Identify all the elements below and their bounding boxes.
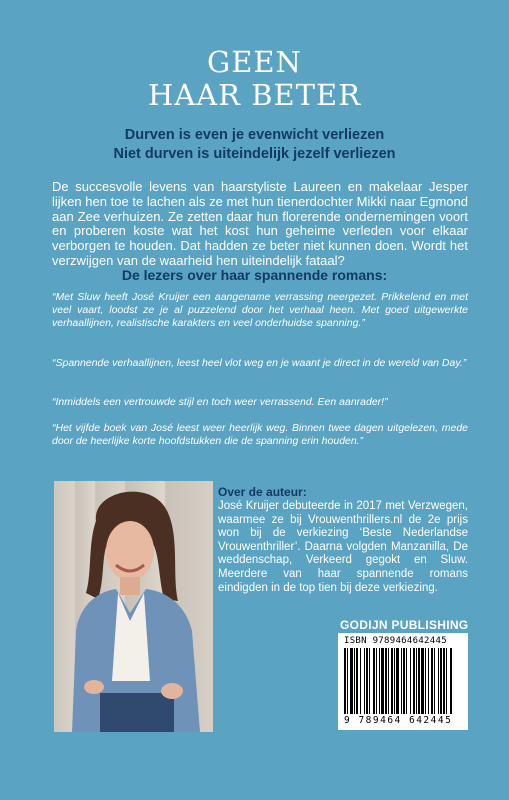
- review-quote: “Het vijfde boek van José leest weer heerlijk weg. Binnen twee dagen uitgelezen, mede door de heerlijke korte hoofdstukken die de spanning erin houden.”: [52, 422, 468, 447]
- review-quote: “Spannende verhaallijnen, leest heel vlot weg en je waant je direct in de wereld van Day.”: [52, 357, 467, 369]
- author-heading: Over de auteur:: [218, 485, 307, 499]
- reviews-heading: De lezers over haar spannende romans:: [121, 267, 388, 283]
- synopsis-text: De succesvolle levens van haarstyliste Laureen en makelaar Jesper lijken hen toe te lachen als ze met hun tienerdochter Mikki naar Egmond aan Zee verhuizen. Ze zetten daar hun florerende ondernemingen voort en proberen koste wat het kost hun geheime verleden voor elkaar verborgen te houden. Dat hadden ze beter niet kunnen doen. Wordt het verzwijgen van de waarheid hen uiteindelijk fataal?: [52, 179, 468, 268]
- isbn-barcode: [338, 633, 468, 730]
- barcode-bars: [344, 648, 462, 716]
- author-portrait-illustration: [54, 481, 213, 732]
- author-photo: [54, 481, 213, 732]
- isbn-digits: 9 789464 642445: [344, 715, 453, 726]
- book-title-line-1: GEEN: [207, 45, 302, 79]
- publisher-name: GODIJN PUBLISHING: [340, 618, 469, 632]
- review-quote: “Inmiddels een vertrouwde stijl en toch weer verrassend. Een aanrader!”: [52, 396, 388, 408]
- tagline-line-2: Niet durven is uiteindelijk jezelf verliezen: [113, 146, 396, 162]
- isbn-label: ISBN 9789464642445: [344, 636, 447, 646]
- review-quote: “Met Sluw heeft José Kruijer een aangename verrassing neergezet. Prikkelend en met veel vaart, loodst ze je al puzzelend door het verhaal heen. Met goed uitgewerkte verhaallijnen, realistische karakters en veel onderhuidse spanning.”: [52, 291, 468, 329]
- tagline-line-1: Durven is even je evenwicht verliezen: [124, 127, 385, 143]
- book-title-line-2: HAAR BETER: [147, 78, 362, 112]
- author-bio: José Kruijer debuteerde in 2017 met Verzwegen, waarmee ze bij Vrouwenthrillers.nl de 2e prijs won bij de verkiezing ‘Beste Nederlandse Vrouwenthriller’. Daarna volgden Manzanilla, De weddenschap, Verkeerd gegokt en Sluw. Meerdere van haar spannende romans eindigden in de top tien bij deze verkiezing.: [218, 500, 468, 594]
